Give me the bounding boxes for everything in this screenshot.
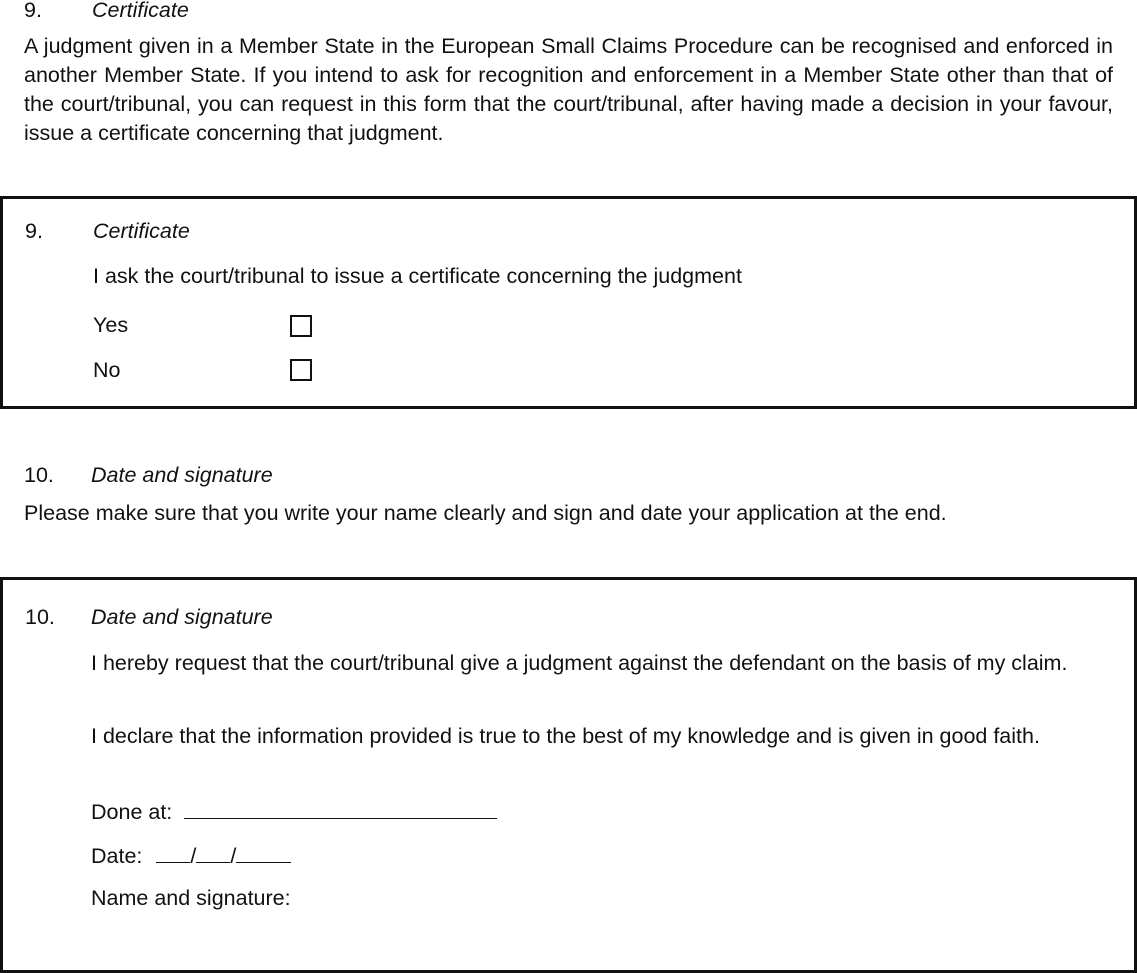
certificate-request-text: I ask the court/tribunal to issue a certificate concerning the judgment xyxy=(93,264,742,288)
judgment-request-text: I hereby request that the court/tribunal give a judgment against the defendant on the basis of my claim. xyxy=(91,651,1068,675)
section-number: 10. xyxy=(25,605,55,629)
intro-paragraph: A judgment given in a Member State in the European Small Claims Procedure can be recognised and enforced in another Member State. If you intend to ask for recognition and enforcement in a Member State other than that of the court/tribunal, you can request in this form that the court/tribunal, after having made a decision in your favour, issue a certificate concerning that judgment. xyxy=(24,34,1113,145)
name-signature-label: Name and signature: xyxy=(91,886,291,910)
certificate-form-box xyxy=(0,196,1137,409)
done-at-label: Done at: xyxy=(91,800,173,824)
date-separator: / xyxy=(230,844,237,868)
section-heading: Certificate xyxy=(93,219,190,243)
done-at-field[interactable] xyxy=(184,796,497,819)
date-day-field[interactable] xyxy=(156,840,190,863)
option-no-label: No xyxy=(93,358,121,382)
section-heading: Date and signature xyxy=(91,605,273,629)
option-yes-label: Yes xyxy=(93,313,129,337)
date-year-field[interactable] xyxy=(236,840,291,863)
done-at-row xyxy=(91,796,497,827)
date-label: Date: xyxy=(91,844,143,868)
intro-paragraph: Please make sure that you write your name clearly and sign and date your application at the end. xyxy=(24,501,947,525)
section-heading: Certificate xyxy=(92,0,189,22)
date-row xyxy=(91,840,291,871)
yes-checkbox[interactable] xyxy=(290,315,312,337)
section-number: 9. xyxy=(25,219,43,243)
section-number: 10. xyxy=(24,463,54,487)
no-checkbox[interactable] xyxy=(290,359,312,381)
name-signature-area[interactable] xyxy=(91,916,1111,964)
date-signature-form-box xyxy=(0,577,1137,973)
declaration-text: I declare that the information provided is true to the best of my knowledge and is given in good faith. xyxy=(91,724,1040,748)
date-separator: / xyxy=(190,844,197,868)
section-heading: Date and signature xyxy=(91,463,273,487)
date-month-field[interactable] xyxy=(196,840,230,863)
section-number: 9. xyxy=(24,0,42,22)
